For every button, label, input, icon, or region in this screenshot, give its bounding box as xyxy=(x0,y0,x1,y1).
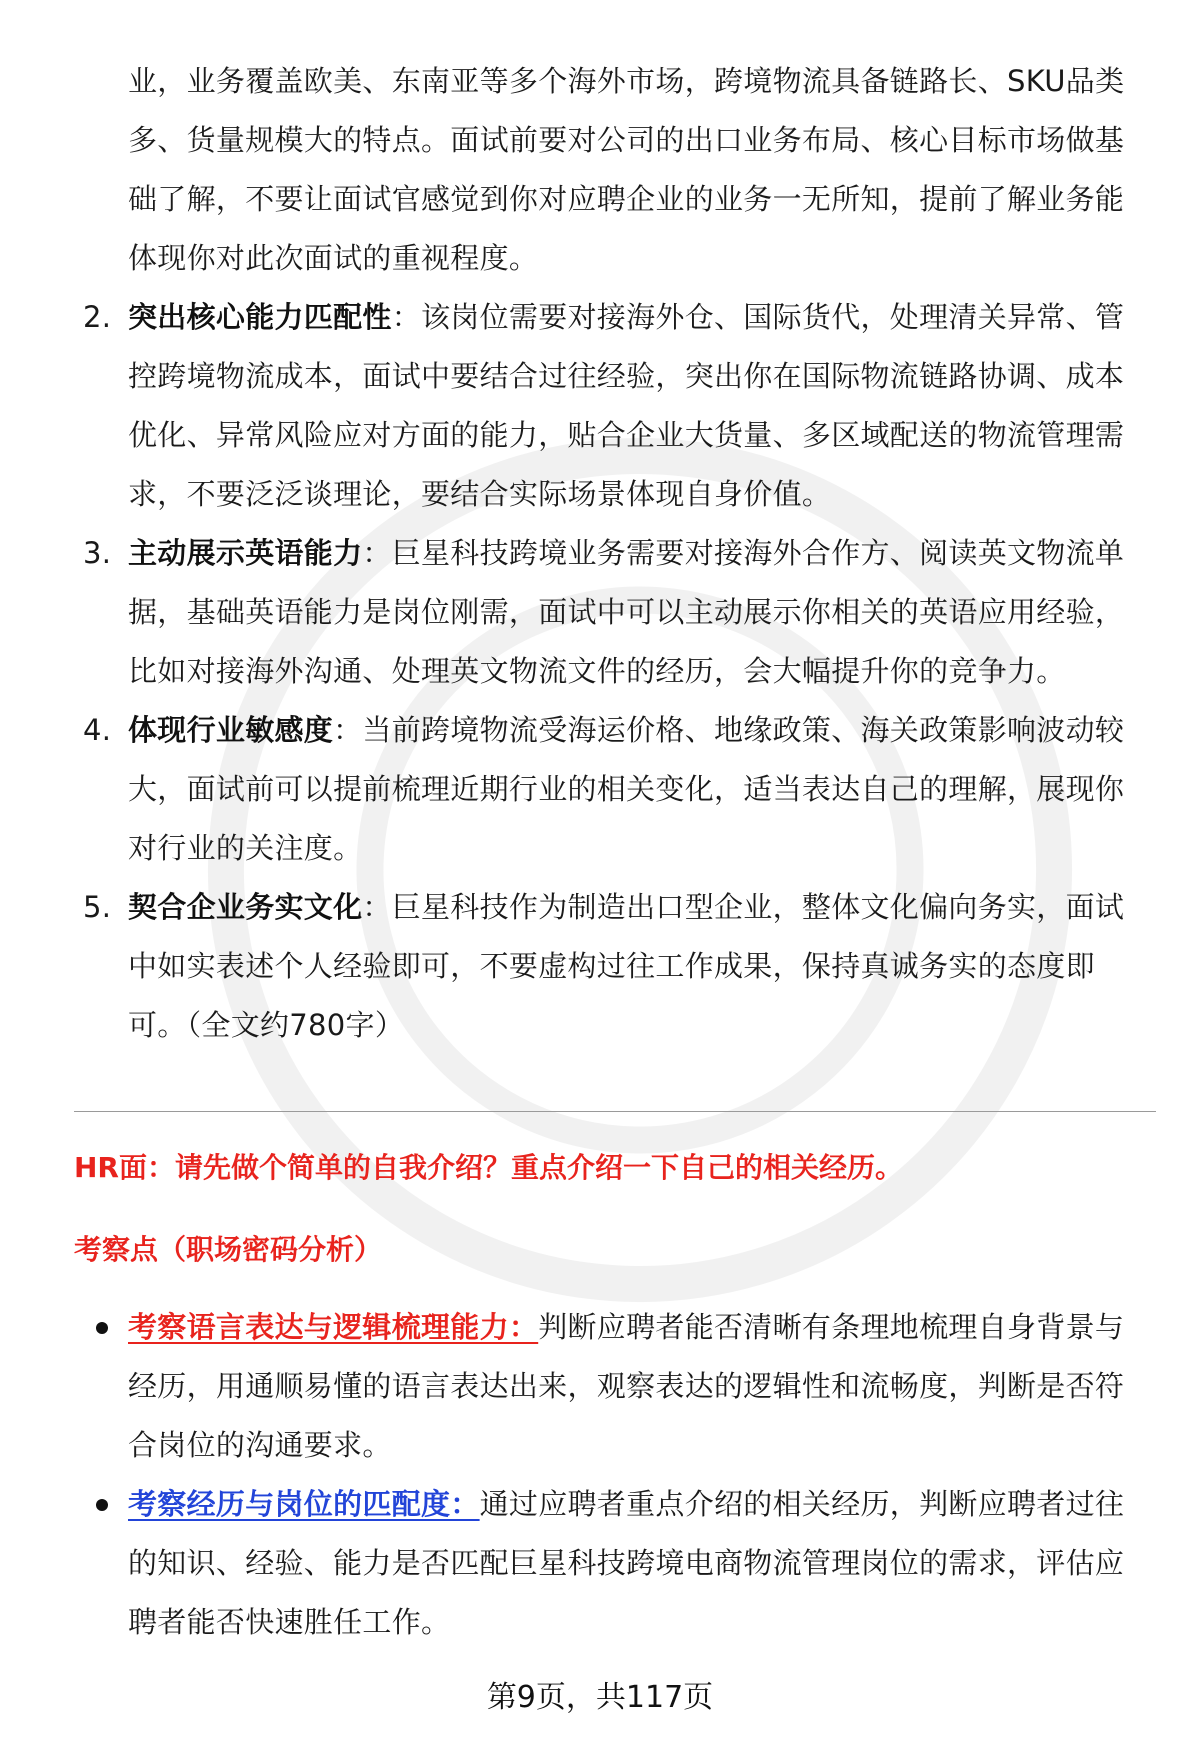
analysis-point-1 xyxy=(128,1298,1138,1475)
tip-number: 5. xyxy=(83,890,112,924)
tip-text: ：该岗位需要对接海外仓、国际货代，处理清关异常、管控跨境物流成本，面试中要结合过往经验，突出你在国际物流链路协调、成本优化、异常风险应对方面的能力，贴合企业大货量、多区域配送的物流管理需求，不要泛泛谈理论，要结合实际场景体现自身价值。 xyxy=(128,300,1125,511)
bullet-icon xyxy=(96,1322,108,1334)
tip-item-5 xyxy=(83,878,1138,1055)
tip-title: 主动展示英语能力 xyxy=(128,536,363,570)
point-keyword: 考察经历与岗位的匹配度： xyxy=(128,1487,480,1521)
tip-text: ：巨星科技跨境业务需要对接海外合作方、阅读英文物流单据，基础英语能力是岗位刚需，面试中可以主动展示你相关的英语应用经验，比如对接海外沟通、处理英文物流文件的经历，会大幅提升你的竞争力。 xyxy=(128,536,1125,688)
tip-title: 体现行业敏感度 xyxy=(128,713,334,747)
point-text: 通过应聘者重点介绍的相关经历，判断应聘者过往的知识、经验、能力是否匹配巨星科技跨境电商物流管理岗位的需求，评估应聘者能否快速胜任工作。 xyxy=(128,1487,1125,1639)
tip-item-2 xyxy=(83,288,1138,524)
analysis-heading: 考察点（职场密码分析） xyxy=(74,1233,383,1266)
section-divider xyxy=(74,1111,1156,1112)
point-text: 判断应聘者能否清晰有条理地梳理自身背景与经历，用通顺易懂的语言表达出来，观察表达的逻辑性和流畅度，判断是否符合岗位的沟通要求。 xyxy=(128,1310,1125,1462)
page-number: 第9页，共117页 xyxy=(486,1680,714,1715)
tip-title: 突出核心能力匹配性 xyxy=(128,300,392,334)
tip-text: ：当前跨境物流受海运价格、地缘政策、海关政策影响波动较大，面试前可以提前梳理近期行业的相关变化，适当表达自己的理解，展现你对行业的关注度。 xyxy=(128,713,1125,865)
interview-question: HR面：请先做个简单的自我介绍？重点介绍一下自己的相关经历。 xyxy=(74,1151,903,1184)
tip-item-4 xyxy=(83,701,1138,878)
tip-title: 契合企业务实文化 xyxy=(128,890,363,924)
tip-number: 2. xyxy=(83,300,112,334)
bullet-icon xyxy=(96,1499,108,1511)
point-keyword: 考察语言表达与逻辑梳理能力： xyxy=(128,1310,539,1344)
tip-number: 3. xyxy=(83,536,112,570)
tip-item-3 xyxy=(83,524,1138,701)
continuation-paragraph: 业，业务覆盖欧美、东南亚等多个海外市场，跨境物流具备链路长、SKU品类多、货量规模大的特点。面试前要对公司的出口业务布局、核心目标市场做基础了解，不要让面试官感觉到你对应聘企业的业务一无所知，提前了解业务能体现你对此次面试的重视程度。 xyxy=(128,64,1125,275)
analysis-point-2 xyxy=(128,1475,1138,1652)
tip-text: ：巨星科技作为制造出口型企业，整体文化偏向务实，面试中如实表述个人经验即可，不要虚构过往工作成果，保持真诚务实的态度即可。（全文约780字） xyxy=(128,890,1125,1042)
tip-number: 4. xyxy=(83,713,112,747)
